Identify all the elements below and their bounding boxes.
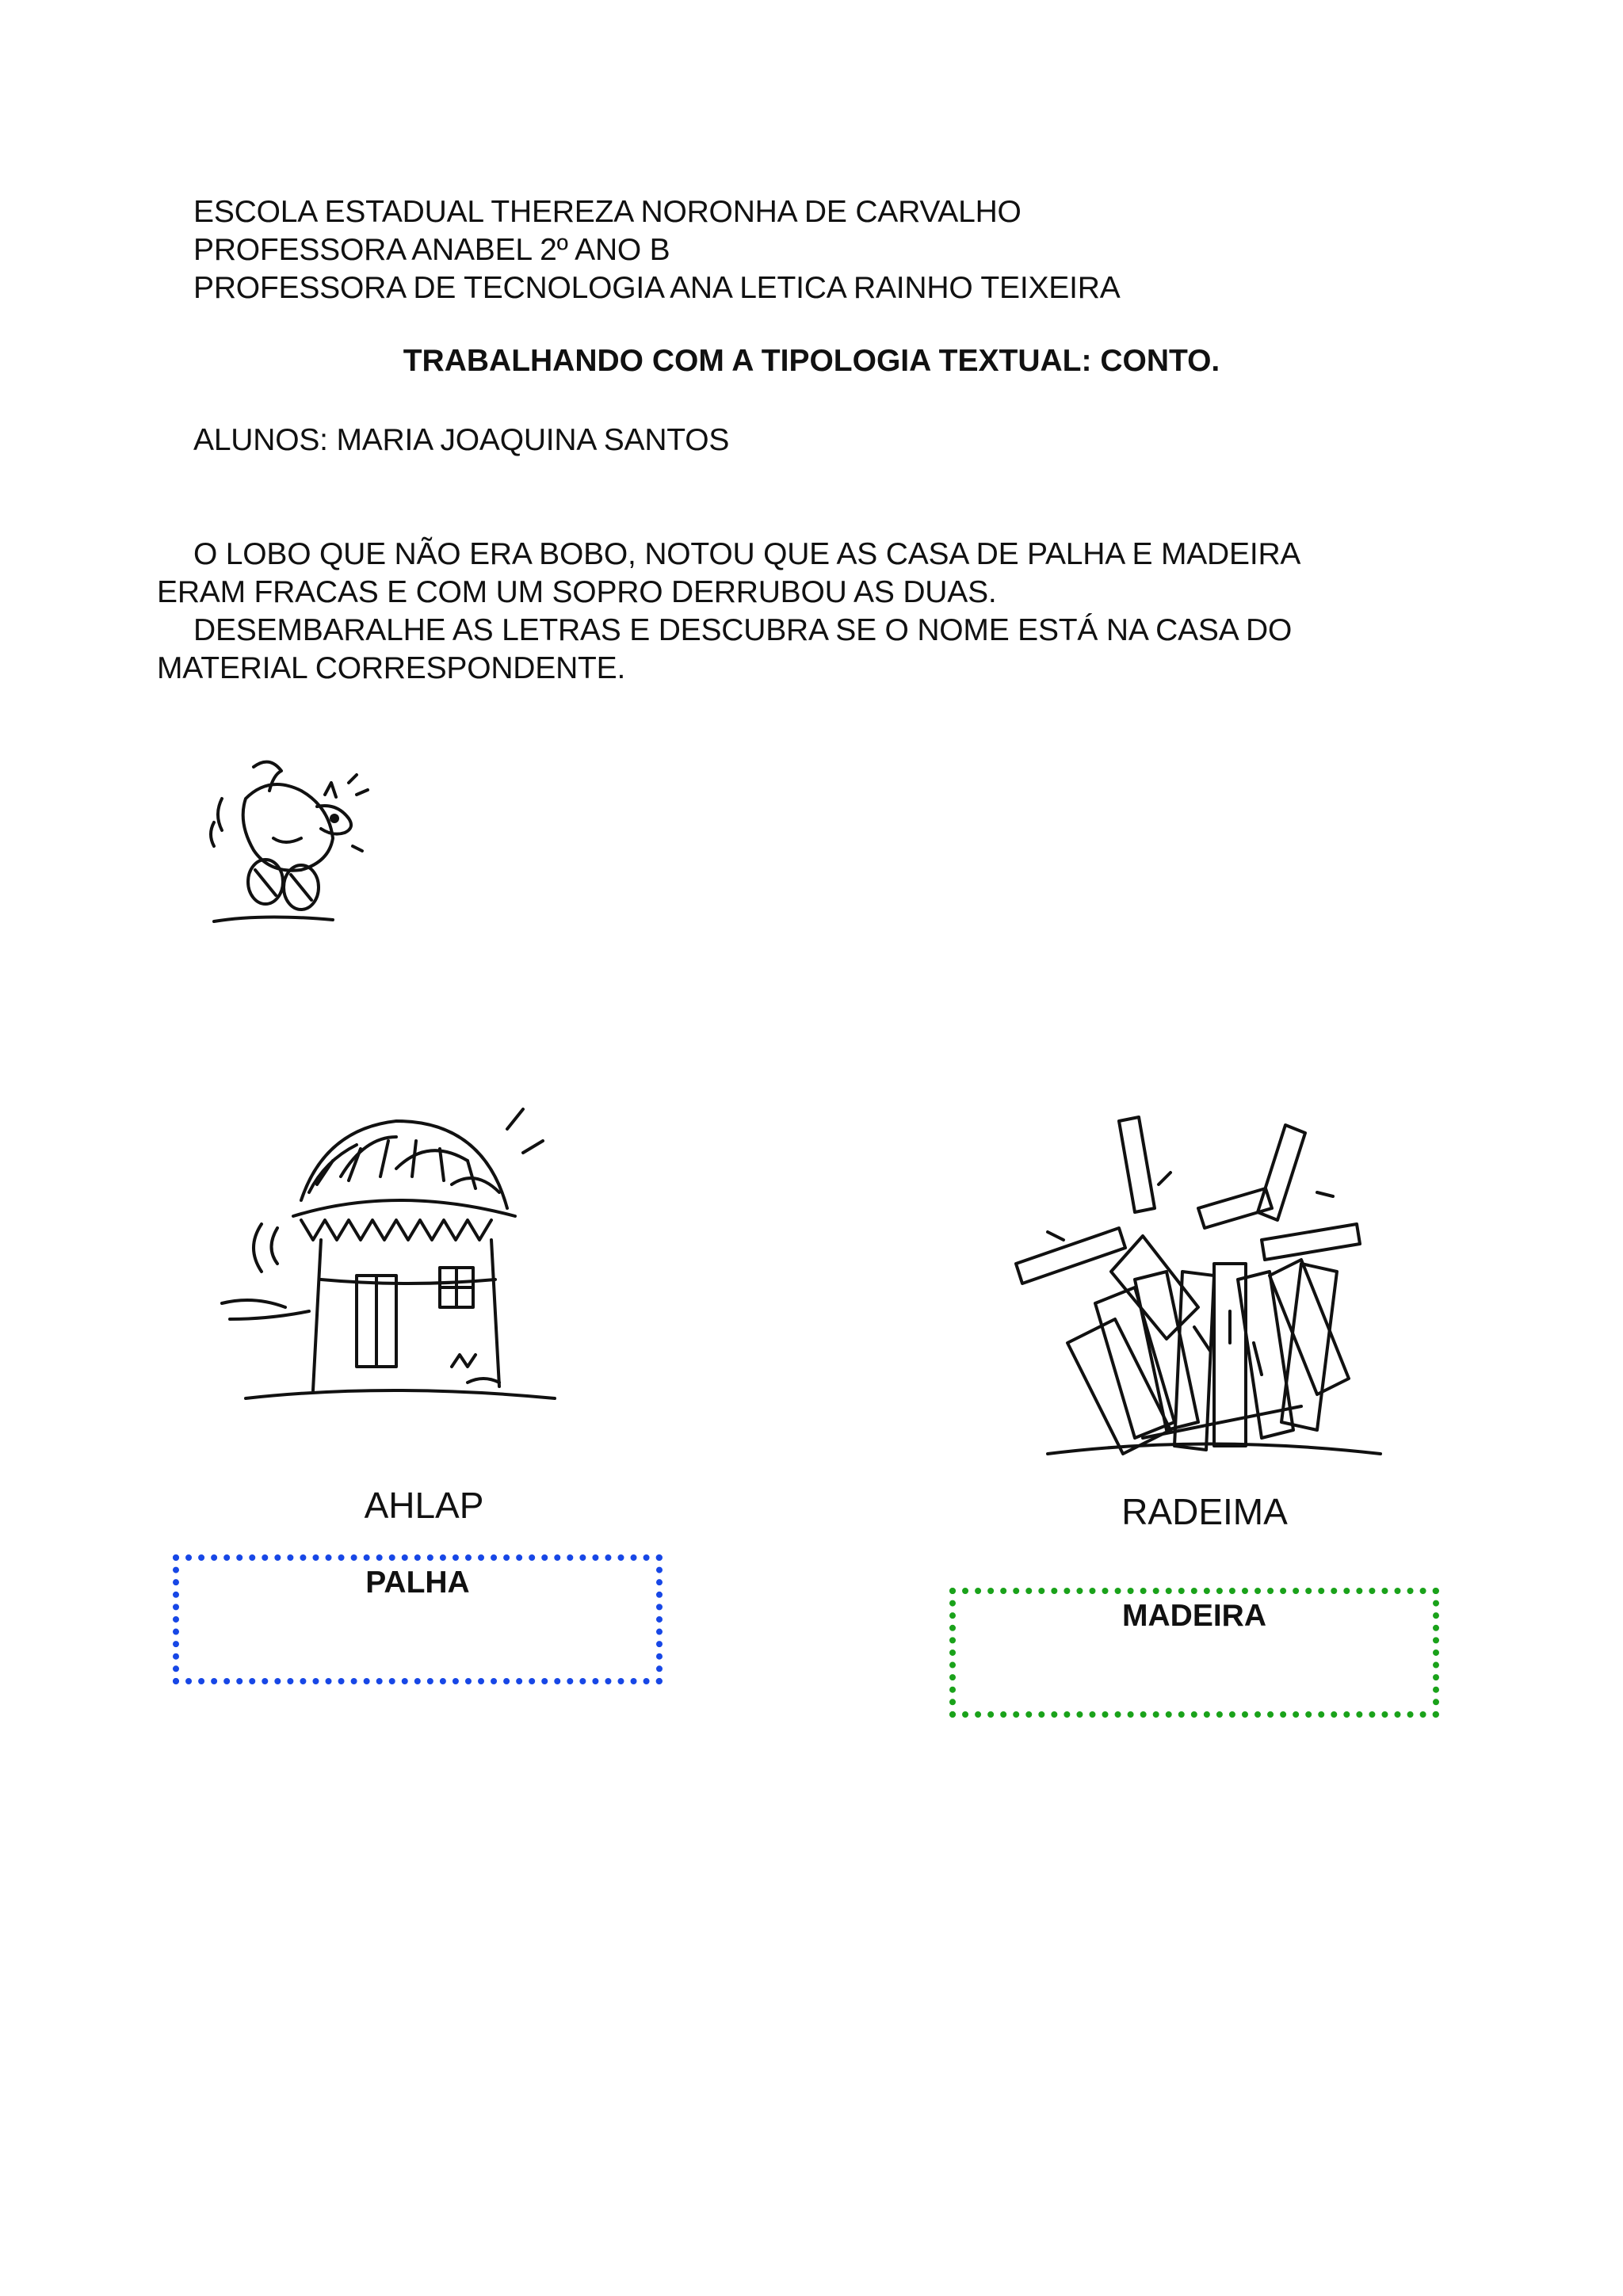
wolf-illustration	[198, 751, 380, 933]
answer-wood: MADEIRA	[1122, 1599, 1266, 1633]
story-line-2: ERAM FRACAS E COM UM SOPRO DERRUBOU AS DUAS.	[157, 575, 997, 609]
school-name: ESCOLA ESTADUAL THEREZA NORONHA DE CARVALHO	[193, 195, 1022, 229]
students-line: ALUNOS: MARIA JOAQUINA SANTOS	[193, 423, 730, 457]
straw-house-illustration	[214, 1081, 571, 1446]
instruction-line-2: MATERIAL CORRESPONDENTE.	[157, 651, 626, 685]
story-line-1: O LOBO QUE NÃO ERA BOBO, NOTOU QUE AS CASA DE PALHA E MADEIRA	[193, 537, 1301, 571]
answer-box-wood[interactable]	[949, 1588, 1439, 1718]
worksheet-title: TRABALHANDO COM A TIPOLOGIA TEXTUAL: CONTO.	[403, 344, 1220, 378]
tech-teacher-line: PROFESSORA DE TECNOLOGIA ANA LETICA RAINHO TEIXEIRA	[193, 271, 1121, 305]
teacher-line: PROFESSORA ANABEL 2º ANO B	[193, 233, 670, 267]
scrambled-word-straw: AHLAP	[364, 1485, 484, 1526]
wooden-house-collapsing-illustration	[1000, 1105, 1412, 1478]
scrambled-word-wood: RADEIMA	[1121, 1491, 1288, 1532]
answer-straw: PALHA	[365, 1566, 470, 1600]
instruction-line-1: DESEMBARALHE AS LETRAS E DESCUBRA SE O NOME ESTÁ NA CASA DO	[193, 613, 1293, 647]
answer-box-straw[interactable]	[173, 1554, 663, 1684]
